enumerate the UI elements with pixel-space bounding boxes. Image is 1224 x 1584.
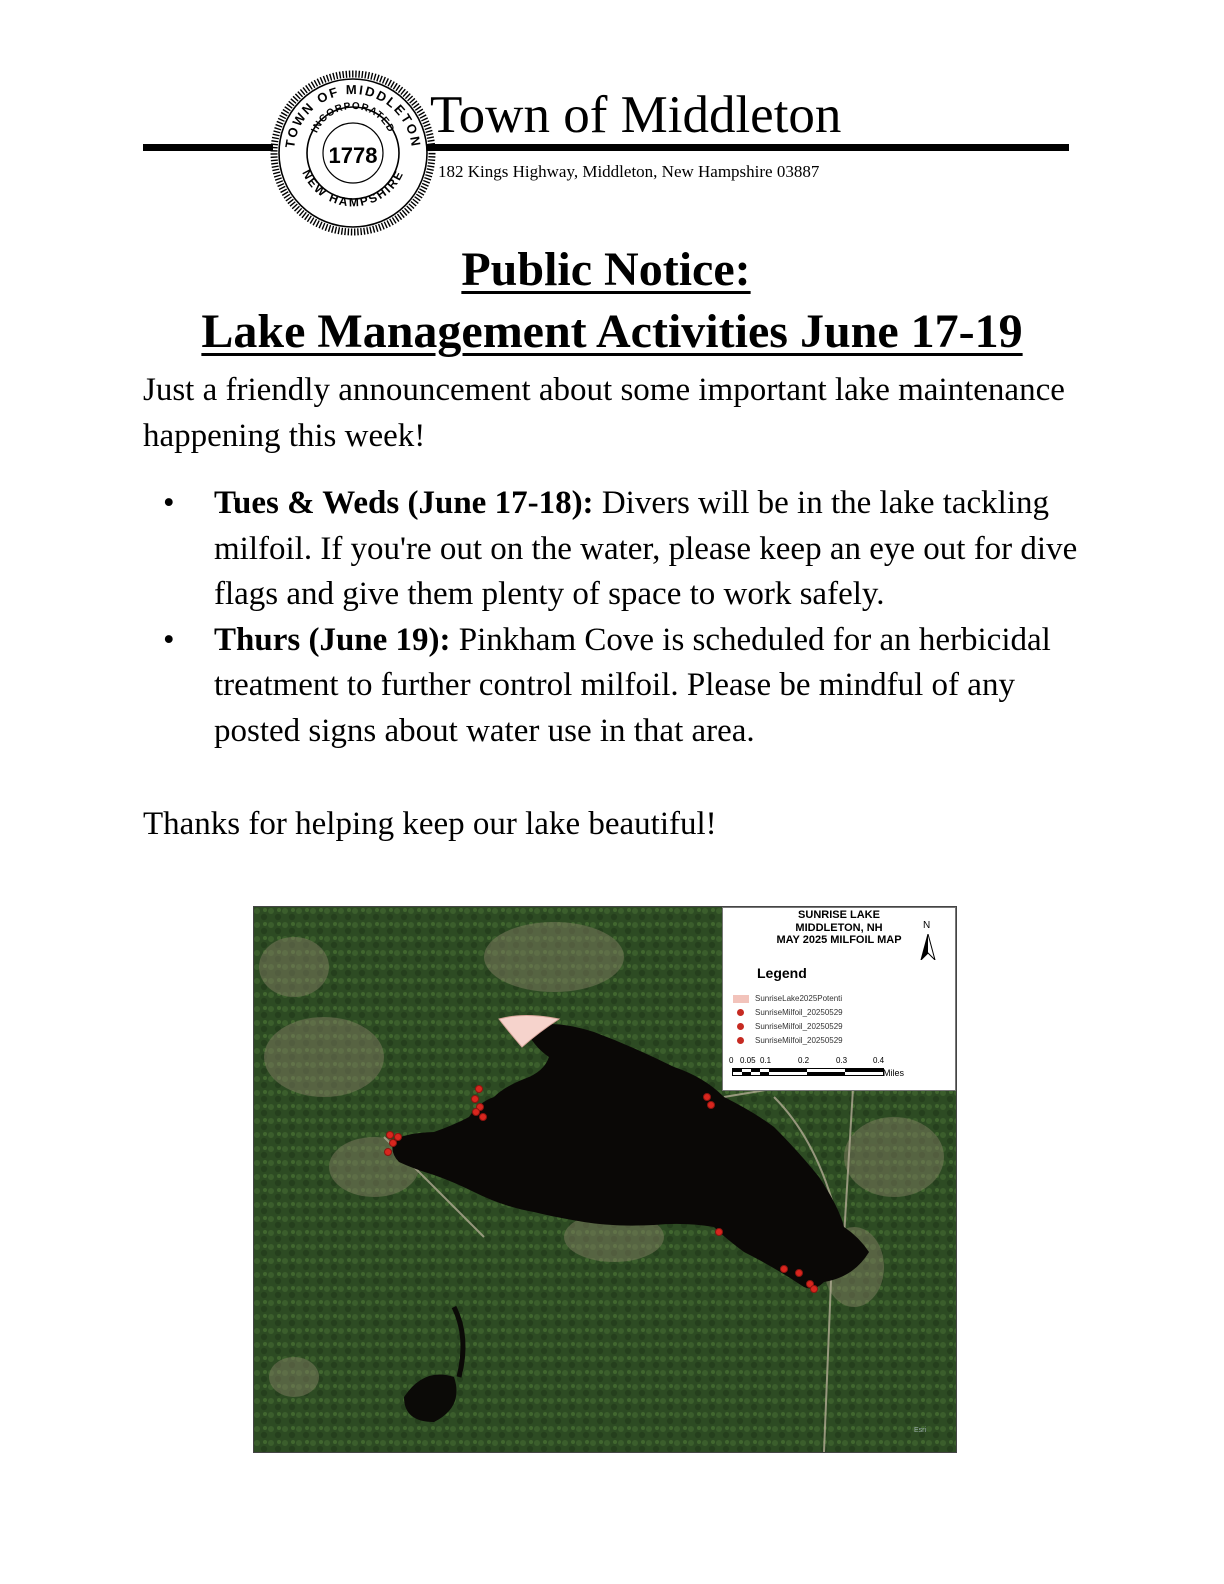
map-legend-panel (722, 907, 956, 1091)
map-credit: Esri (914, 1427, 927, 1434)
notice-subheading: Lake Management Activities June 17-19 (201, 305, 1023, 358)
scale-label: 0 (729, 1056, 734, 1065)
activity-text: Divers will be in the lake tackling milfoil. If you're out on the water, please keep an eye out for dive flags and give them plenty of space to work safely. (214, 485, 1078, 612)
seal-bottom-text: NEW HAMPSHIRE (299, 167, 407, 210)
legend-dot-icon (737, 1037, 744, 1044)
legend-dot-icon (737, 1023, 744, 1030)
legend-item-milfoil: SunriseMilfoil_20250529 (733, 1036, 843, 1046)
legend-dot-icon (737, 1009, 744, 1016)
list-item (143, 481, 1083, 618)
map-title-line2: MIDDLETON, NH (795, 921, 883, 934)
legend-title: Legend (757, 965, 807, 981)
legend-item-milfoil: SunriseMilfoil_20250529 (733, 1008, 843, 1018)
letterhead-rule-left (143, 144, 273, 151)
activity-label: Thurs (June 19): (214, 621, 451, 658)
bullet-dot-icon: • (163, 621, 175, 658)
scale-label: 0.1 (760, 1056, 772, 1065)
legend-item-milfoil: SunriseMilfoil_20250529 (733, 1022, 843, 1032)
intro-paragraph: Just a friendly announcement about some important lake maintenance happening this week! (143, 372, 1065, 454)
activity-text: Pinkham Cove is scheduled for an herbicidal treatment to further control milfoil. Please be mindful of any posted signs about water use in that area. (214, 621, 1051, 749)
activity-label: Tues & Weds (June 17-18): (214, 485, 594, 521)
milfoil-map (253, 906, 957, 1453)
scale-label: 0.05 (740, 1056, 756, 1065)
seal-inner-text: INCORPORATED (309, 100, 397, 135)
legend-swatch-icon (733, 995, 749, 1003)
list-item (143, 618, 1083, 755)
map-title-line3: MAY 2025 MILFOIL MAP (776, 934, 902, 946)
town-address: 182 Kings Highway, Middleton, New Hampshire 03887 (438, 162, 820, 181)
legend-item-treatment: SunriseLake2025Potenti (733, 994, 842, 1004)
closing-line: Thanks for helping keep our lake beautiful! (143, 806, 717, 842)
scale-bar (732, 1068, 884, 1076)
town-name: Town of Middleton (430, 86, 842, 144)
town-seal (270, 70, 436, 236)
north-arrow-icon (920, 934, 936, 960)
scale-label: 0.4 (873, 1056, 885, 1065)
scale-unit: Miles (883, 1068, 905, 1078)
notice-heading: Public Notice: (461, 243, 751, 296)
scale-label: 0.2 (798, 1056, 810, 1065)
scale-label: 0.3 (836, 1056, 848, 1065)
activity-list (143, 481, 1083, 754)
seal-top-text: TOWN OF MIDDLETON (282, 81, 424, 149)
bullet-dot-icon: • (163, 485, 175, 521)
map-title-line1: SUNRISE LAKE (798, 909, 880, 921)
seal-year: 1778 (328, 143, 378, 168)
north-label: N (923, 920, 931, 931)
